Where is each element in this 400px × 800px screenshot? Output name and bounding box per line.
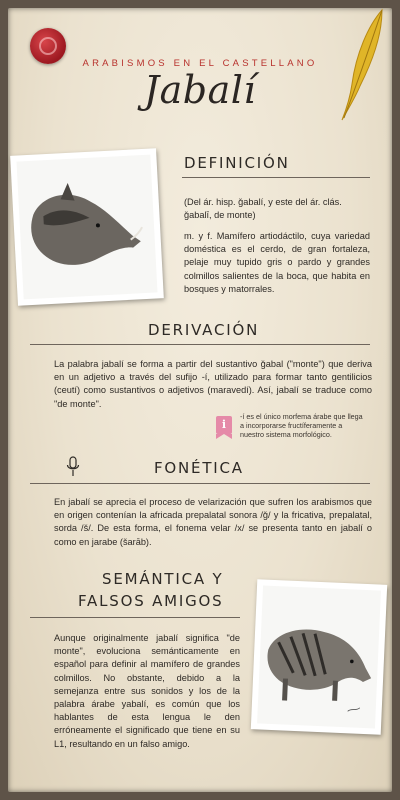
derivacion-note: -í es el único morfema árabe que llega a incorporarse fructíferamente a nuestro sistema morfológico.: [240, 412, 363, 439]
info-icon: i: [216, 416, 232, 434]
definicion-etymology: (Del ár. hisp. ǧabalí, y este del ár. clás. ǧabalī, de monte): [184, 197, 342, 221]
semantica-heading-line2: FALSOS AMIGOS: [78, 592, 224, 610]
fonetica-heading: FONÉTICA: [154, 459, 244, 477]
divider: [30, 344, 370, 345]
divider: [30, 483, 370, 484]
derivacion-body: La palabra jabalí se forma a partir del sustantivo ǧabal ("monte") que deriva en un adjetivo a través del sufijo -í, utilizado para formar tanto gentilicios (ceutí) como sustantivos o adjetivos (maravedí). Así, jabalí se traduce como "de monte".: [54, 359, 372, 409]
divider: [182, 177, 370, 178]
definicion-heading: DEFINICIÓN: [184, 154, 290, 172]
fonetica-body: En jabalí se aprecia el proceso de velarización que sufren los arabismos que en origen contenían la africada prepalatal sonora /ǧ/ y la fricativa, prepalatal, sorda /š/. De esta forma, el fonema velar /x/ se presenta tanto en jabalí o como en jarabe (šarāb).: [54, 497, 372, 547]
boar-piglet-photo: [251, 579, 387, 735]
page-title: Jabalí: [143, 68, 257, 112]
derivacion-heading: DERIVACIÓN: [148, 321, 260, 339]
semantica-body: Aunque originalmente jabalí significa "de monte", evoluciona semánticamente en español para definir al mamífero de grandes colmillos. No obstante, debido a la semejanza entre sus sonidos y los de la palabra árabe yabalí, es común que los hablantes de esta lengua le den erróneamente el significado que tiene en su L1, resultando en un falso amigo.: [54, 633, 240, 749]
semantica-heading-line1: SEMÁNTICA Y: [102, 570, 224, 588]
definicion-meaning: m. y f. Mamífero artiodáctilo, cuya variedad doméstica es el cerdo, de gran fortaleza, pelaje muy tupido gris o pardo y grandes colmillos salientes de la boca, que habita en bosques y matorrales.: [184, 231, 370, 294]
microphone-icon: [66, 456, 80, 478]
supertitle: ARABISMOS EN EL CASTELLANO: [82, 58, 318, 69]
boar-photo: [10, 148, 164, 305]
divider: [30, 617, 240, 618]
